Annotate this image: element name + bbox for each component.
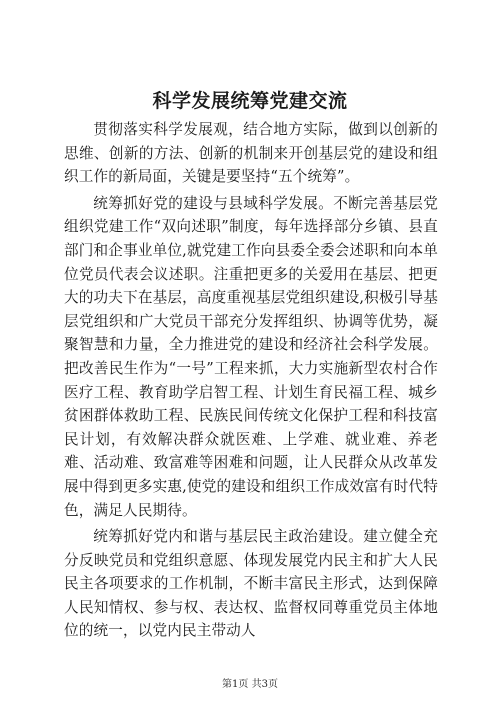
page-number-footer: 第1页 共3页 [222, 679, 278, 690]
paragraph-democracy: 统筹抓好党内和谐与基层民主政治建设。建立健全充分反映党员和党组织意愿、体现发展党内民主和扩大人民民主各项要求的工作机制，不断丰富民主形式，达到保障人民知情权、参与权、表达权、监督权同尊重党员主体地位的统一，以党内民主带动人 [64, 528, 438, 640]
paragraph-development: 统筹抓好党的建设与县域科学发展。不断完善基层党组织党建工作“双向述职”制度，每年选择部分乡镇、县直部门和企事业单位,就党建工作向县委全委会述职和向本单位党员代表会议述职。注重把更多的关爱用在基层、把更大的功夫下在基层，高度重视基层党组织建设,积极引导基层党组织和广大党员干部充分发挥组织、协调等优势，凝聚智慧和力量，全力推进党的建设和经济社会科学发展。把改善民生作为“一号”工程来抓，大力实施新型农村合作医疗工程、教育助学启智工程、计划生育民福工程、城乡贫困群体救助工程、民族民间传统文化保护工程和科技富民计划，有效解决群众就医难、上学难、就业难、养老难、活动难、致富难等困难和问题，让人民群众从改革发展中得到更多实惠,使党的建设和组织工作成效富有时代特色，满足人民期待。 [64, 194, 438, 519]
document-title: 科学发展统筹党建交流 [152, 90, 348, 112]
paragraph-intro: 贯彻落实科学发展观，结合地方实际，做到以创新的思维、创新的方法、创新的机制来开创基层党的建设和组织工作的新局面，关键是要坚持“五个统筹”。 [64, 121, 438, 186]
document-body [64, 118, 438, 643]
